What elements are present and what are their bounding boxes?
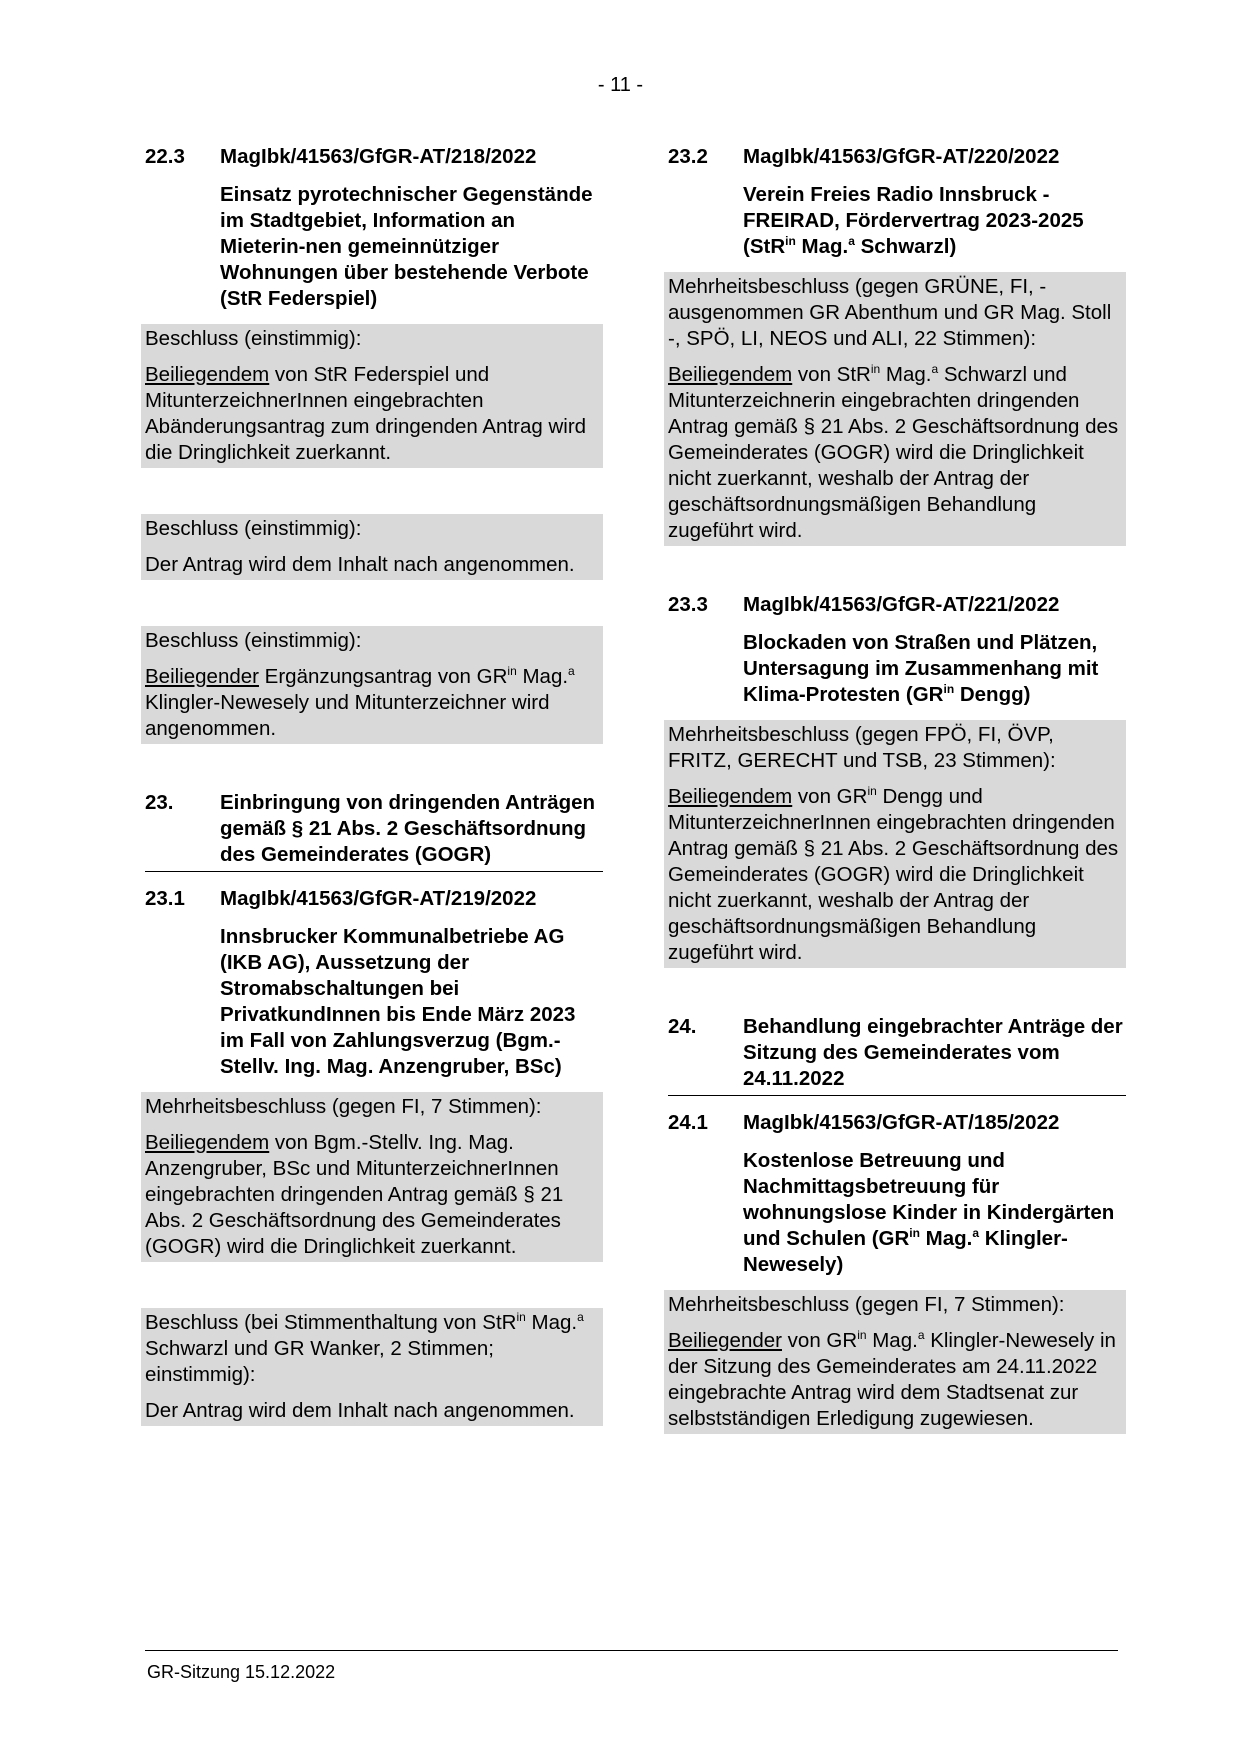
- item-number: 24.1: [668, 1111, 708, 1134]
- item-header: [145, 144, 603, 170]
- item-title: Kostenlose Betreuung und Nachmittagsbetreuung für wohnungslose Kinder in Kindergärten und Schulen ($GR^{in}$ Mag.$^a$ Klingler-Newesely): [743, 1149, 1115, 1276]
- item-24-1: [668, 1110, 1126, 1434]
- resolution-text: Beiliegendem von StR$^{in}$ Mag.$^a$ Schwarzl und Mitunterzeichnerin eingebrachten dringenden Antrag gemäß § 21 Abs. 2 Geschäftsordnung des Gemeinderates (GOGR) wird die Dringlichkeit nicht zuerkannt, weshalb der Antrag der geschäftsordnungsmäßigen Behandlung zugeführt wird.: [668, 362, 1119, 542]
- item-reference: MagIbk/41563/GfGR-AT/219/2022: [220, 887, 537, 910]
- item-header: [668, 144, 1126, 170]
- item-24: [668, 1014, 1126, 1096]
- resolution-label: Beschluss (einstimmig):: [145, 629, 362, 652]
- resolution-label: Beschluss (einstimmig):: [145, 327, 362, 350]
- item-reference: MagIbk/41563/GfGR-AT/220/2022: [743, 145, 1060, 168]
- section-title: Einbringung von dringenden Anträgen gemäß § 21 Abs. 2 Geschäftsordnung des Gemeinderates (GOGR): [220, 791, 596, 866]
- resolution-box: [141, 1308, 603, 1426]
- item-header: [668, 592, 1126, 618]
- resolution-label: Mehrheitsbeschluss (gegen GRÜNE, FI, -ausgenommen GR Abenthum und GR Mag. Stoll -, SPÖ, LI, NEOS und ALI, 22 Stimmen):: [668, 275, 1112, 350]
- item-header: [668, 1110, 1126, 1136]
- item-23-1: [145, 886, 603, 1426]
- resolution-label: Mehrheitsbeschluss (gegen FPÖ, FI, ÖVP, FRITZ, GERECHT und TSB, 23 Stimmen):: [668, 723, 1056, 772]
- footer-text: GR-Sitzung 15.12.2022: [147, 1662, 336, 1682]
- item-title: Verein Freies Radio Innsbruck - FREIRAD, Fördervertrag 2023-2025 (StR$^{in}$ Mag.$^a$ Schwarzl): [743, 183, 1084, 258]
- resolution-text: Beiliegendem von $GR^{in}$ Dengg und MitunterzeichnerInnen eingebrachten dringenden Antrag gemäß § 21 Abs. 2 Geschäftsordnung des Gemeinderates (GOGR) wird die Dringlichkeit nicht zuerkannt, weshalb der Antrag der geschäftsordnungsmäßigen Behandlung zugeführt wird.: [668, 784, 1119, 964]
- resolution-label: Beschluss (bei Stimmenthaltung von StR$^{in}$ Mag.$^a$ Schwarzl und GR Wanker, 2 Stimmen; einstimmig):: [145, 1310, 584, 1386]
- item-title: Einsatz pyrotechnischer Gegenstände im Stadtgebiet, Information an Mieterin-nen gemeinnütziger Wohnungen über bestehende Verbote (StR Federspiel): [220, 183, 593, 310]
- resolution-text: Beiliegender Ergänzungsantrag von $GR^{in}$ Mag.$^a$ Klingler-Newesely und Mitunterzeichner wird angenommen.: [145, 664, 575, 740]
- left-column: [145, 144, 603, 1426]
- item-reference: MagIbk/41563/GfGR-AT/221/2022: [743, 593, 1060, 616]
- item-header: [145, 886, 603, 912]
- section-header: [668, 1014, 1126, 1096]
- resolution-box: [141, 1092, 603, 1262]
- item-number: 23.1: [145, 887, 185, 910]
- section-title: Behandlung eingebrachter Anträge der Sitzung des Gemeinderates vom 24.11.2022: [743, 1015, 1123, 1090]
- item-title: Blockaden von Straßen und Plätzen, Untersagung im Zusammenhang mit Klima-Protesten ($GR^{in}$ Dengg): [743, 631, 1099, 706]
- footer-divider: [145, 1650, 1118, 1651]
- item-number: 24.: [668, 1015, 697, 1038]
- item-23-3: [668, 592, 1126, 968]
- item-number: 23.: [145, 791, 174, 814]
- resolution-box: [664, 720, 1126, 968]
- resolution-text: Beiliegender von $GR^{in}$ Mag.$^a$ Klingler-Newesely in der Sitzung des Gemeinderates am 24.11.2022 eingebrachte Antrag wird dem Stadtsenat zur selbstständigen Erledigung zugewiesen.: [668, 1328, 1116, 1430]
- resolution-box: [141, 514, 603, 580]
- item-title: Innsbrucker Kommunalbetriebe AG (IKB AG), Aussetzung der Stromabschaltungen bei PrivatkundInnen bis Ende März 2023 im Fall von Zahlungsverzug (Bgm.-Stellv. Ing. Mag. Anzengruber, BSc): [220, 925, 576, 1078]
- resolution-text: Beiliegendem von Bgm.-Stellv. Ing. Mag. Anzengruber, BSc und MitunterzeichnerInnen eingebrachten dringenden Antrag gemäß § 21 Abs. 2 Geschäftsordnung des Gemeinderates (GOGR) wird die Dringlichkeit zuerkannt.: [145, 1131, 564, 1258]
- item-reference: MagIbk/41563/GfGR-AT/185/2022: [743, 1111, 1060, 1134]
- resolution-label: Mehrheitsbeschluss (gegen FI, 7 Stimmen):: [668, 1293, 1065, 1316]
- item-reference: MagIbk/41563/GfGR-AT/218/2022: [220, 145, 537, 168]
- item-number: 23.2: [668, 145, 708, 168]
- resolution-text: Der Antrag wird dem Inhalt nach angenommen.: [145, 1399, 575, 1422]
- item-number: 22.3: [145, 145, 185, 168]
- resolution-box: [141, 626, 603, 744]
- item-23-2: [668, 144, 1126, 546]
- item-22-3: [145, 144, 603, 744]
- section-header: [145, 790, 603, 872]
- resolution-box: [664, 1290, 1126, 1434]
- resolution-text: Beiliegendem von StR Federspiel und MitunterzeichnerInnen eingebrachten Abänderungsantrag zum dringenden Antrag wird die Dringlichkeit zuerkannt.: [145, 363, 587, 464]
- resolution-label: Beschluss (einstimmig):: [145, 517, 362, 540]
- resolution-label: Mehrheitsbeschluss (gegen FI, 7 Stimmen):: [145, 1095, 542, 1118]
- item-number: 23.3: [668, 593, 708, 616]
- item-23: [145, 790, 603, 872]
- resolution-box: [664, 272, 1126, 546]
- right-column: [668, 144, 1126, 1434]
- resolution-text: Der Antrag wird dem Inhalt nach angenommen.: [145, 553, 575, 576]
- page-number: - 11 -: [597, 74, 644, 96]
- resolution-box: [141, 324, 603, 468]
